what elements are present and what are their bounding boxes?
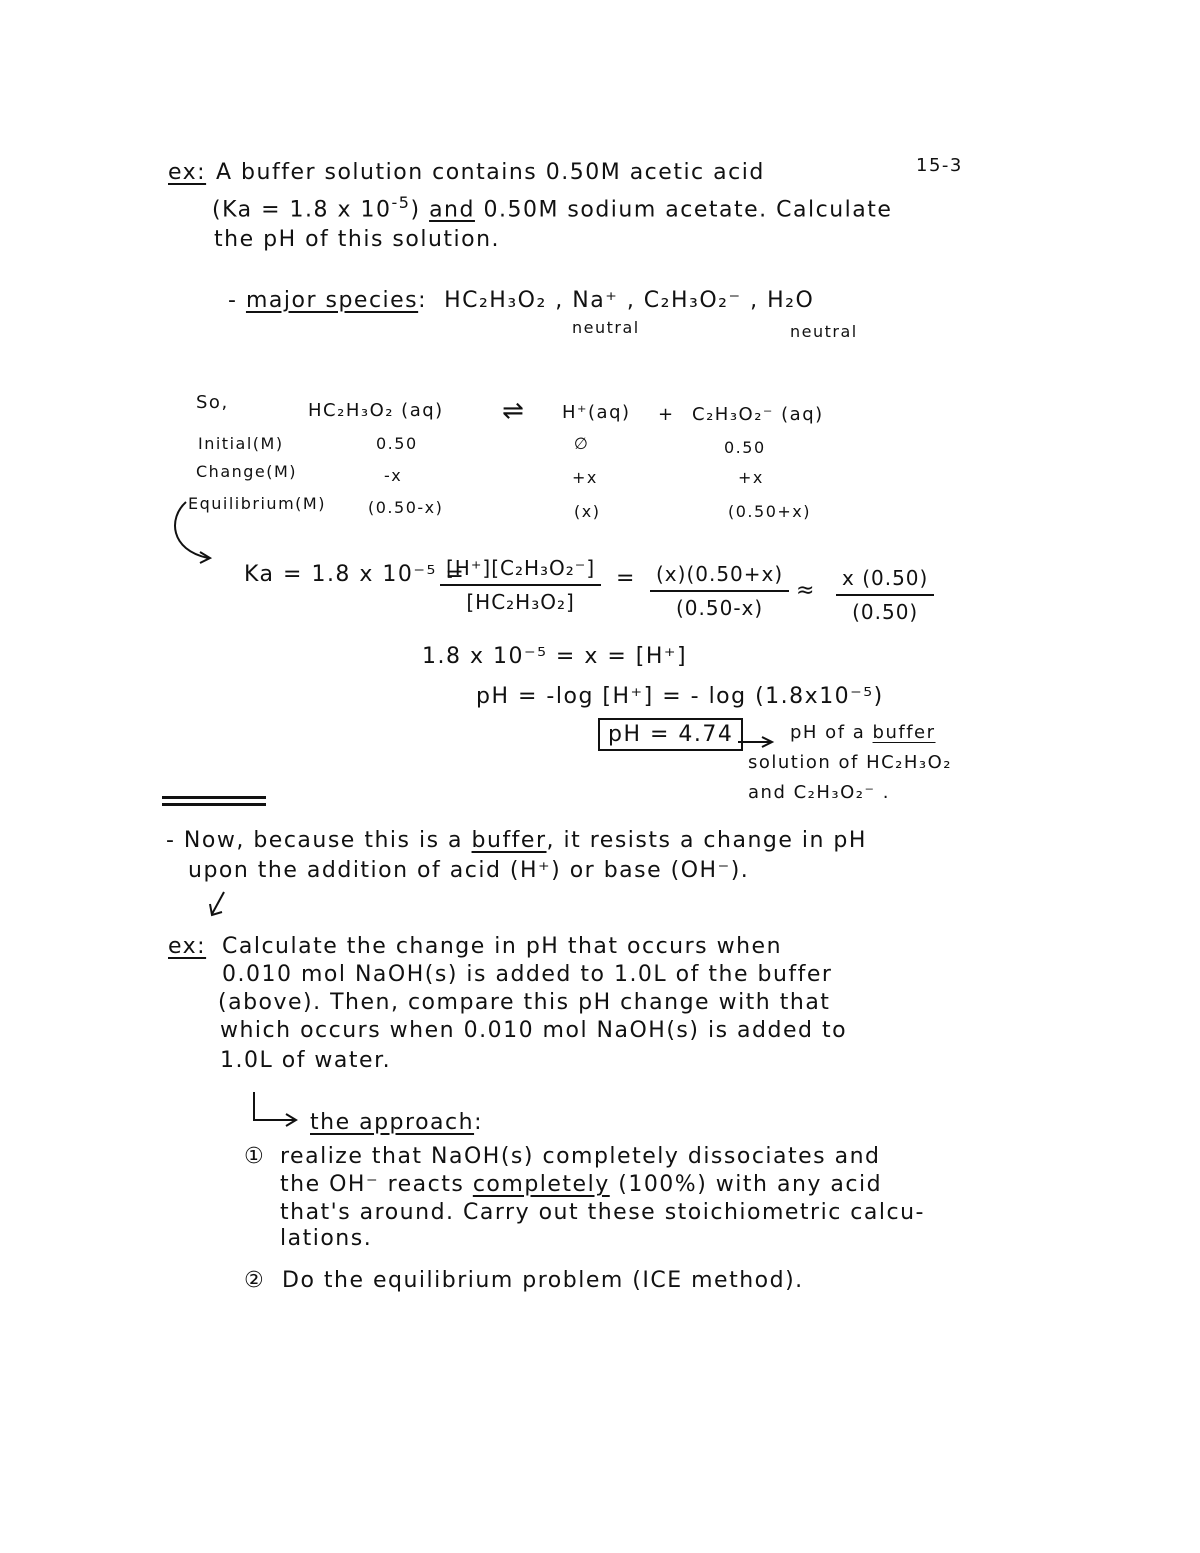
approx-sign: ≈ — [796, 578, 816, 603]
ice-cell: +x — [738, 468, 764, 487]
curved-arrow-icon — [168, 500, 228, 570]
fraction-denominator: (0.50) — [852, 600, 919, 624]
example1-line2-rest: 0.50M sodium acetate. Calculate — [483, 197, 893, 223]
so-label: So, — [196, 392, 229, 413]
example2-line: 1.0L of water. — [220, 1048, 392, 1073]
ice-row-label: Change(M) — [196, 462, 298, 481]
ice-cell: -x — [384, 466, 403, 485]
fraction-approx — [836, 566, 934, 624]
now-text-c: , it resists a change in pH — [546, 828, 867, 853]
ph-note-text: pH of a — [790, 722, 866, 743]
major-species-label: major species — [245, 288, 419, 313]
divider-line — [162, 803, 266, 806]
colon: : — [418, 288, 428, 313]
example1-line1: A buffer solution contains 0.50M acetic acid — [216, 160, 765, 185]
ice-cell: 0.50 — [724, 438, 766, 457]
ice-row-label: Initial(M) — [198, 434, 284, 453]
ka-value: (Ka = 1.8 x 10 — [212, 197, 392, 223]
now-line1 — [166, 828, 867, 854]
ph-note-line1 — [790, 722, 936, 744]
page-number: 15-3 — [916, 155, 963, 176]
fraction-numerator: [H⁺][C₂H₃O₂⁻] — [440, 556, 601, 586]
fraction-numerator: (x)(0.50+x) — [650, 562, 789, 592]
example2-line: Calculate the change in pH that occurs when — [222, 934, 783, 959]
ph-note-line3: and C₂H₃O₂⁻ . — [748, 782, 890, 803]
completely-word: completely — [472, 1172, 610, 1197]
buffer-word: buffer — [872, 722, 936, 743]
x-equals-line: 1.8 x 10⁻⁵ = x = [H⁺] — [422, 644, 688, 669]
and-word: and — [429, 197, 475, 223]
example-label: ex: — [168, 160, 207, 185]
ka-close: ) — [410, 197, 421, 223]
approach-title — [310, 1110, 483, 1136]
fraction-denominator: [HC₂H₃O₂] — [466, 590, 575, 614]
fraction-numerator: x (0.50) — [836, 566, 934, 596]
dash: - — [228, 288, 238, 313]
step1-line: realize that NaOH(s) completely dissociates and — [280, 1144, 881, 1169]
ice-cell: (0.50-x) — [368, 498, 444, 517]
example1-line3: the pH of this solution. — [214, 227, 501, 252]
fraction-x-terms — [650, 562, 789, 620]
ka-expression: Ka = 1.8 x 10⁻⁵ = — [244, 562, 466, 587]
step1-line — [280, 1172, 882, 1198]
example2-line: 0.010 mol NaOH(s) is added to 1.0L of the buffer — [222, 962, 833, 987]
ka-exponent: -5 — [391, 193, 411, 212]
ph-note-line2: solution of HC₂H₃O₂ — [748, 752, 953, 773]
step1-text-a: the OH⁻ reacts — [280, 1172, 465, 1197]
approach-colon: : — [474, 1110, 483, 1135]
example-label: ex: — [168, 934, 207, 959]
eq-plus: + — [658, 404, 675, 425]
example1-line2 — [212, 193, 892, 224]
species-list: HC₂H₃O₂ , Na⁺ , C₂H₃O₂⁻ , H₂O — [444, 288, 815, 313]
eq-product2: C₂H₃O₂⁻ (aq) — [692, 404, 824, 425]
divider-line — [162, 796, 266, 799]
step2-bullet: ② — [244, 1268, 266, 1293]
ph-answer-box — [598, 722, 743, 748]
ice-cell: (0.50+x) — [728, 502, 811, 521]
step1-line: that's around. Carry out these stoichiometric calcu- — [280, 1200, 925, 1225]
down-left-arrow-icon — [206, 890, 230, 920]
right-arrow-icon — [736, 734, 780, 750]
equals-sign: = — [616, 566, 636, 591]
eq-product1: H⁺(aq) — [562, 402, 631, 423]
eq-reactant: HC₂H₃O₂ (aq) — [308, 400, 444, 421]
major-species-line — [228, 288, 814, 314]
step1-bullet: ① — [244, 1144, 266, 1169]
ice-cell: ∅ — [574, 434, 590, 453]
buffer-word: buffer — [471, 828, 547, 853]
now-line2: upon the addition of acid (H⁺) or base (OH⁻). — [188, 858, 750, 883]
step1-text-c: (100%) with any acid — [618, 1172, 883, 1197]
equilibrium-arrow: ⇌ — [502, 396, 526, 426]
ice-cell: (x) — [574, 502, 601, 521]
neutral-note-1: neutral — [572, 318, 640, 337]
example2-line: (above). Then, compare this pH change with that — [218, 990, 831, 1015]
fraction-denominator: (0.50-x) — [675, 596, 764, 620]
approach-label: the approach — [310, 1110, 475, 1135]
step2-line: Do the equilibrium problem (ICE method). — [282, 1268, 804, 1293]
corner-arrow-icon — [250, 1090, 300, 1126]
ice-cell: 0.50 — [376, 434, 418, 453]
ph-log-line: pH = -log [H⁺] = - log (1.8x10⁻⁵) — [476, 684, 884, 709]
example2-line: which occurs when 0.010 mol NaOH(s) is added to — [220, 1018, 848, 1043]
now-text-a: - Now, because this is a — [166, 828, 464, 853]
fraction-concentrations — [440, 556, 601, 614]
ice-cell: +x — [572, 468, 598, 487]
ph-answer: pH = 4.74 — [598, 718, 743, 751]
neutral-note-2: neutral — [790, 322, 858, 341]
ice-row-label: Equilibrium(M) — [188, 494, 326, 513]
step1-line: lations. — [280, 1226, 373, 1251]
